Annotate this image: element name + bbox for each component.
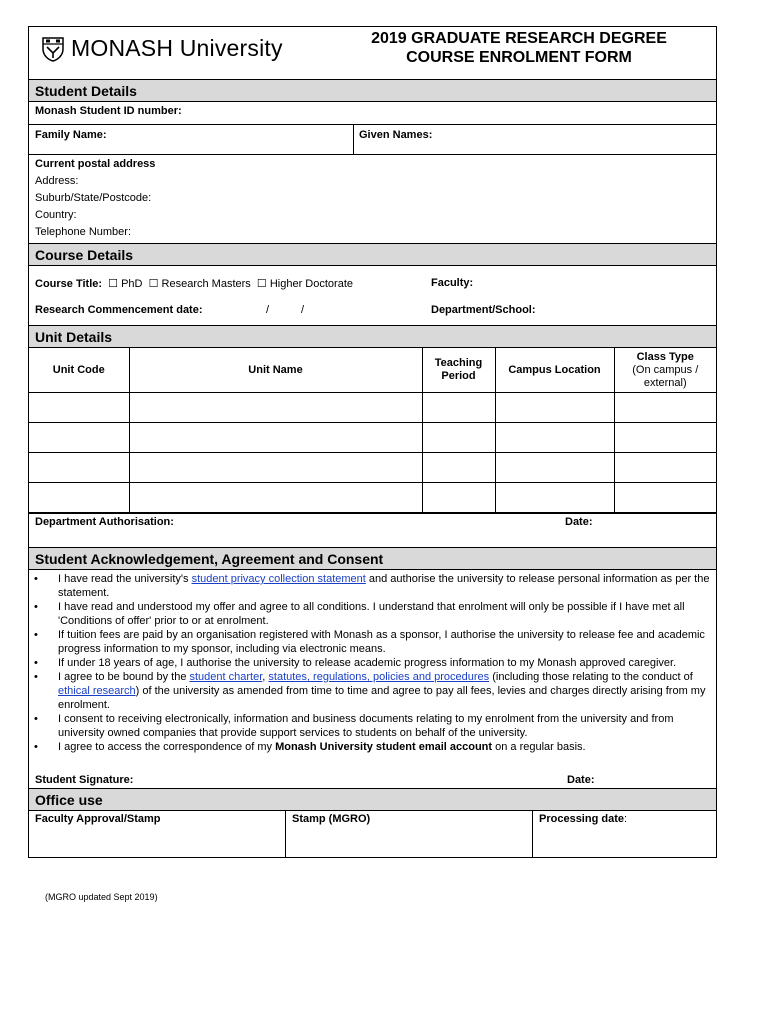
campus-location-cell[interactable] — [495, 423, 614, 453]
item7-text: I agree to access the correspondence of my — [58, 741, 276, 753]
suburb-label: Suburb/State/Postcode: — [35, 192, 152, 204]
option-research-masters-label: Research Masters — [161, 278, 251, 290]
footer-note: (MGRO updated Sept 2019) — [45, 892, 158, 902]
form-title — [347, 29, 691, 67]
department-authorisation-label: Department Authorisation: — [35, 516, 174, 528]
class-type-cell[interactable] — [614, 423, 716, 453]
list-item: • I consent to receiving electronically, information and business documents relating to my enrolment from the university and from university owned companies that provide support services to students on behalf of the university. — [58, 712, 710, 740]
checkbox-phd[interactable]: ☐ PhD — [105, 278, 143, 290]
item5-mid-text: (including those relating to the conduct of — [489, 671, 693, 683]
name-row — [29, 124, 716, 154]
list-item — [58, 740, 710, 754]
teaching-period-cell[interactable] — [422, 453, 495, 483]
telephone-label: Telephone Number: — [35, 226, 132, 238]
postal-address-block[interactable] — [29, 154, 716, 243]
title-line-1: 2019 GRADUATE RESEARCH DEGREE — [371, 30, 667, 47]
family-name-label: Family Name: — [35, 129, 107, 141]
table-row — [29, 393, 716, 423]
given-names-label: Given Names: — [359, 129, 433, 141]
table-row — [29, 423, 716, 453]
course-details-heading: Course Details — [29, 243, 716, 265]
col-unit-code: Unit Code — [29, 348, 129, 393]
unit-code-cell[interactable] — [29, 453, 129, 483]
enrolment-form — [28, 26, 717, 858]
faculty-approval-label: Faculty Approval/Stamp — [35, 813, 161, 825]
student-charter-link[interactable]: student charter — [189, 671, 263, 683]
acknowledgement-list — [29, 570, 716, 754]
item5-text-end: ) of the university as amended from time to time and agree to pay all fees, levies and charges directly arising from my enrolment. — [58, 685, 706, 711]
unit-table-wrap — [29, 347, 716, 513]
unit-name-cell[interactable] — [129, 393, 422, 423]
date-separator-2: / — [301, 304, 305, 316]
date-separator-1: / — [266, 304, 270, 316]
teaching-period-cell[interactable] — [422, 423, 495, 453]
unit-table — [29, 348, 716, 513]
divider — [353, 125, 354, 154]
list-item — [58, 572, 710, 600]
item5-text: I agree to be bound by the — [58, 671, 190, 683]
stamp-mgro-label: Stamp (MGRO) — [292, 813, 371, 825]
option-phd-label: PhD — [121, 278, 143, 290]
class-type-cell[interactable] — [614, 393, 716, 423]
unit-code-cell[interactable] — [29, 393, 129, 423]
monash-crest-icon — [41, 36, 65, 62]
divider — [532, 811, 533, 857]
privacy-statement-link[interactable]: student privacy collection statement — [191, 573, 366, 585]
student-id-label: Monash Student ID number: — [35, 105, 182, 117]
class-type-cell[interactable] — [614, 453, 716, 483]
list-item — [58, 670, 710, 712]
unit-code-cell[interactable] — [29, 423, 129, 453]
checkbox-higher-doctorate[interactable]: ☐ Higher Doctorate — [253, 278, 353, 290]
item7-text-end: on a regular basis. — [492, 741, 586, 753]
course-title-row — [35, 277, 353, 290]
signature-date-label: Date: — [567, 774, 595, 786]
country-label: Country: — [35, 209, 77, 221]
unit-details-heading: Unit Details — [29, 325, 716, 347]
monash-logo — [41, 35, 283, 62]
campus-location-cell[interactable] — [495, 453, 614, 483]
table-row — [29, 483, 716, 513]
class-type-label: Class Type — [636, 350, 694, 363]
checkbox-research-masters[interactable]: ☐ Research Masters — [145, 278, 251, 290]
authorisation-date-label: Date: — [565, 516, 593, 528]
item5-separator: , — [262, 671, 269, 683]
col-unit-name: Unit Name — [129, 348, 422, 393]
student-signature-label: Student Signature: — [35, 774, 134, 786]
course-title-label: Course Title: — [35, 278, 103, 290]
divider — [285, 811, 286, 857]
form-header — [29, 27, 716, 79]
student-id-field[interactable] — [29, 101, 716, 124]
logo-text: MONASH University — [71, 35, 283, 61]
acknowledgement-heading: Student Acknowledgement, Agreement and Consent — [29, 547, 716, 569]
list-item: • If tuition fees are paid by an organisation registered with Monash as a sponsor, I authorise the university to release fee and academic progress information to my sponsor, including via electronic means. — [58, 628, 710, 656]
department-label: Department/School: — [431, 304, 536, 316]
faculty-label: Faculty: — [431, 277, 474, 289]
item1-text-end: and authorise the university to release personal information as per the statement. — [58, 573, 710, 599]
student-details-heading: Student Details — [29, 79, 716, 101]
commencement-date-label: Research Commencement date: — [35, 304, 203, 316]
unit-name-cell[interactable] — [129, 483, 422, 513]
col-campus-location: Campus Location — [495, 348, 614, 393]
unit-name-cell[interactable] — [129, 453, 422, 483]
postal-address-heading: Current postal address — [35, 158, 156, 170]
item1-text: I have read the university's — [58, 573, 192, 585]
unit-name-cell[interactable] — [129, 423, 422, 453]
office-use-block — [29, 810, 716, 857]
title-line-2: COURSE ENROLMENT FORM — [406, 49, 632, 66]
list-item: • If under 18 years of age, I authorise the university to release academic progress information to my Monash approved caregiver. — [58, 656, 710, 670]
unit-table-header — [29, 348, 716, 393]
department-authorisation-row[interactable] — [29, 513, 716, 547]
processing-date — [539, 813, 627, 825]
class-type-cell[interactable] — [614, 483, 716, 513]
col-teaching-period: Teaching Period — [422, 348, 495, 393]
office-use-heading: Office use — [29, 788, 716, 810]
statutes-link[interactable]: statutes, regulations, policies and procedures — [268, 671, 490, 683]
course-details-block — [29, 265, 716, 325]
list-item: • I have read and understood my offer and agree to all conditions. I understand that enrolment will only be possible if I have met all 'Conditions of offer' prior to or at enrolment. — [58, 600, 710, 628]
campus-location-cell[interactable] — [495, 483, 614, 513]
option-higher-doctorate-label: Higher Doctorate — [269, 278, 353, 290]
email-account-text: Monash University student email account — [275, 741, 493, 753]
teaching-period-cell[interactable] — [422, 483, 495, 513]
unit-code-cell[interactable] — [29, 483, 129, 513]
ethical-research-link[interactable]: ethical research — [58, 685, 136, 697]
processing-date-label: Processing date — [539, 813, 624, 825]
table-row — [29, 453, 716, 483]
campus-location-cell[interactable] — [495, 393, 614, 423]
teaching-period-cell[interactable] — [422, 393, 495, 423]
address-label: Address: — [35, 175, 79, 187]
col-class-type — [614, 348, 716, 393]
acknowledgement-block — [29, 569, 716, 788]
processing-date-colon: : — [623, 813, 628, 825]
class-type-note: (On campus / external) — [632, 363, 699, 389]
